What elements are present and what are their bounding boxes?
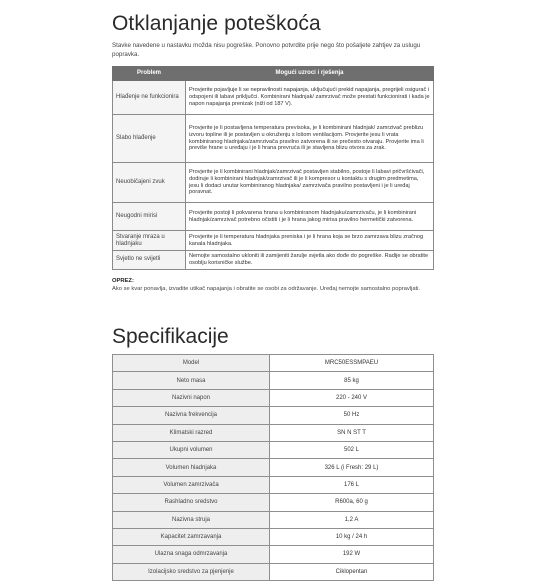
spec-label: Klimatski razred	[113, 424, 270, 441]
solution-cell: Provjerite je li postavljena temperatura previsoka, je li kombinirani hladnjak/ zamrzivač preblizu izvoru topline ili je postavljen u okruženju s lošom ventilacijom. Provjerite jesu li vrata kombiniranog hladnjaka/zamrzivača pravilno zatvorena ili se prečesto otvaraju. Provjerite ima li previše hrane u uređaju i je li hrana prevruća ili je stavljena blizu otvora za zrak.	[186, 115, 434, 163]
table-row	[113, 372, 434, 389]
table-row	[113, 441, 434, 458]
spec-value: 176 L	[270, 476, 434, 493]
table-row	[113, 389, 434, 406]
table-row	[113, 546, 434, 563]
troubleshooting-table	[112, 66, 434, 270]
spec-label: Ulazna snaga odmrzavanja	[113, 546, 270, 563]
spec-label: Volumen hladnjaka	[113, 459, 270, 476]
table-row	[113, 163, 434, 203]
table-header-row	[113, 67, 434, 81]
table-row	[113, 459, 434, 476]
spec-label: Volumen zamrzivača	[113, 476, 270, 493]
table-row	[113, 407, 434, 424]
problem-cell: Neuobičajeni zvuk	[113, 163, 186, 203]
solution-cell: Provjerite je li kombinirani hladnjak/zamrzivač postavljen stabilno, postoje li labavi pričvršćivači, dodiruje li kombinirani hladnjak/zamrzivač ili je li kompresor u kontaktu s drugim predmetima, jesu li dodaci unutar kombiniranog hladnjaka/ zamrzivača pravilno postavljeni i je li uređaj poravnat.	[186, 163, 434, 203]
table-row	[113, 115, 434, 163]
table-row	[113, 424, 434, 441]
spec-value: 10 kg / 24 h	[270, 528, 434, 545]
spec-value: 50 Hz	[270, 407, 434, 424]
spec-value: SN N ST T	[270, 424, 434, 441]
spec-label: Nazivna frekvencija	[113, 407, 270, 424]
table-row	[113, 355, 434, 372]
spec-value: MRC50ESSMPAEU	[270, 355, 434, 372]
spec-value: 502 L	[270, 441, 434, 458]
spec-label: Nazivna struja	[113, 511, 270, 528]
table-row	[113, 231, 434, 251]
caution-text: Ako se kvar ponavlja, izvadite utikač napajanja i obratite se osobi za održavanje. Uređaj nemojte samostalno popravljati.	[112, 285, 421, 292]
table-row	[113, 251, 434, 270]
spec-label: Kapacitet zamrzavanja	[113, 528, 270, 545]
spec-value: 220 - 240 V	[270, 389, 434, 406]
solution-cell: Provjerite pojavljuje li se nepravilnosti napajanja, uključujući prekid napajanja, pregrijeli osigurač i odspojeni ili labavi priključci. Kombinirani hladnjak/ zamrzivač može prestati funkcionirati i kada je napon napajanja prenizak (niži od 187 V).	[186, 81, 434, 115]
specifications-table	[112, 354, 434, 581]
troubleshooting-title: Otklanjanje poteškoća	[112, 12, 321, 35]
header-problem: Problem	[113, 67, 186, 81]
solution-cell: Nemojte samostalno ukloniti ili zamijeniti žarulje svjetla ako dođe do pogreške. Radije se obratite osoblju korisničke službe.	[186, 251, 434, 270]
specifications-title: Specifikacije	[112, 325, 229, 348]
spec-label: Model	[113, 355, 270, 372]
solution-cell: Provjerite je li temperatura hladnjaka preniska i je li hrana koja se brzo zamrzava blizu zračnog kanala hladnjaka.	[186, 231, 434, 251]
table-row	[113, 494, 434, 511]
problem-cell: Svjetlo ne svijetli	[113, 251, 186, 270]
spec-label: Rashladno sredstvo	[113, 494, 270, 511]
spec-value: 192 W	[270, 546, 434, 563]
table-row	[113, 203, 434, 231]
spec-value: 1,2 A	[270, 511, 434, 528]
problem-cell: Stvaranje mraza u hladnjaku	[113, 231, 186, 251]
solution-cell: Provjerite postoji li pokvarena hrana u kombiniranom hladnjaku/zamrzivaču, je li kombinirani hladnjak/zamrzivač potrebno očistiti i je li hrana jakog mirisa pravilno hermetički zatvorena.	[186, 203, 434, 231]
table-row	[113, 511, 434, 528]
table-row	[113, 563, 434, 580]
caution-label: OPREZ:	[112, 278, 134, 284]
problem-cell: Slabo hlađenje	[113, 115, 186, 163]
header-solutions: Mogući uzroci i rješenja	[186, 67, 434, 81]
spec-value: 85 kg	[270, 372, 434, 389]
troubleshooting-intro: Stavke navedene u nastavku možda nisu pogreške. Ponovno potvrdite prije nego što pošaljete zahtjev za uslugu popravka.	[112, 42, 421, 58]
spec-label: Izolacijsko sredstvo za pjenjenje	[113, 563, 270, 580]
caution-note	[112, 278, 434, 293]
spec-value: R600a, 60 g	[270, 494, 434, 511]
table-row	[113, 528, 434, 545]
spec-label: Neto masa	[113, 372, 270, 389]
spec-value: 326 L (i Fresh: 29 L)	[270, 459, 434, 476]
spec-label: Nazivni napon	[113, 389, 270, 406]
spec-label: Ukupni volumen	[113, 441, 270, 458]
problem-cell: Hlađenje ne funkcionira	[113, 81, 186, 115]
spec-value: Ciklopentan	[270, 563, 434, 580]
table-row	[113, 81, 434, 115]
table-row	[113, 476, 434, 493]
problem-cell: Neugodni mirisi	[113, 203, 186, 231]
